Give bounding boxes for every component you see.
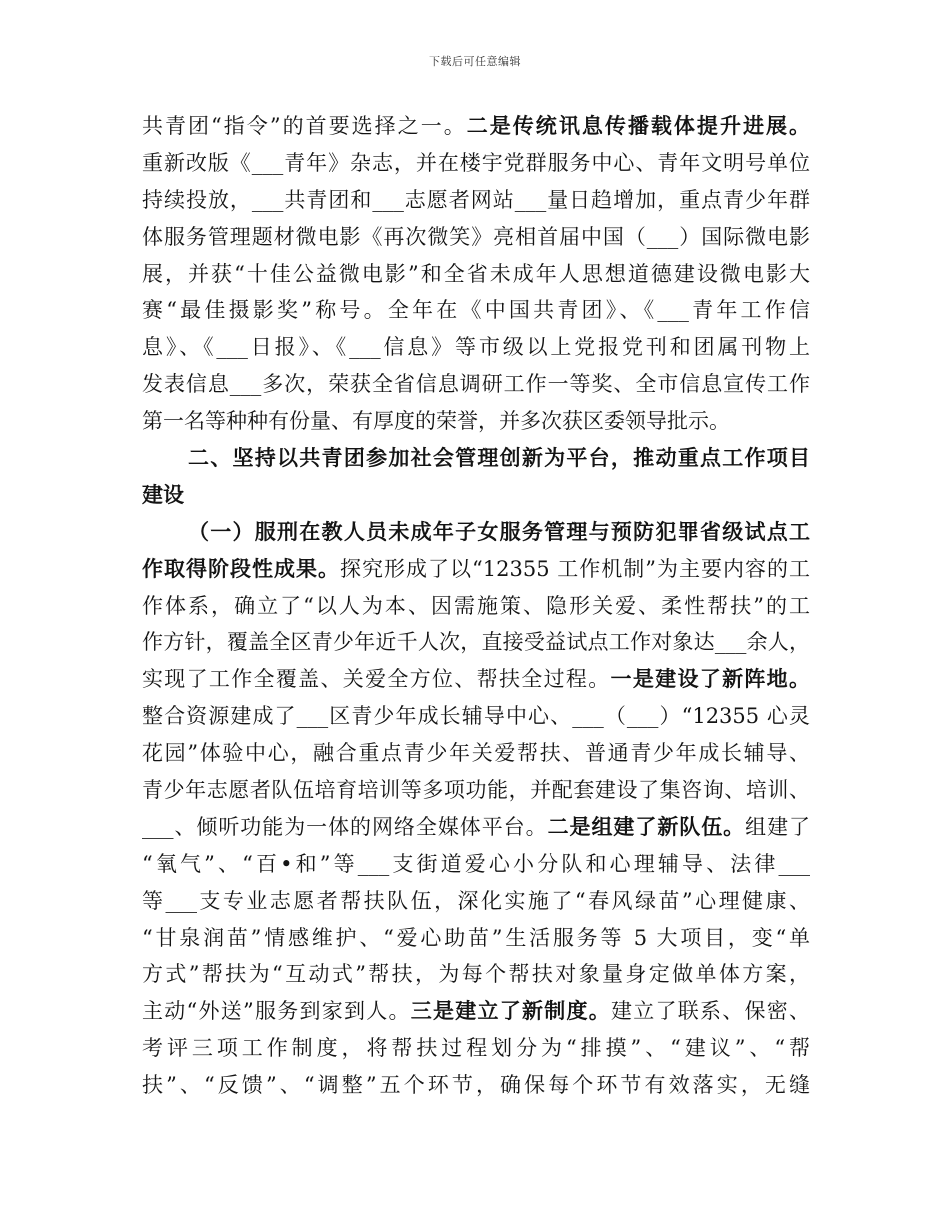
text-segment: 发表信息___多次，荣获全省信息调研工作一等奖、全市信息宣传工作 xyxy=(142,372,810,397)
text-line xyxy=(142,182,810,219)
bold-text-segment: 作取得阶段性成果。 xyxy=(142,555,341,581)
text-segment: 共青团“指令”的首要选择之一。 xyxy=(142,114,467,138)
text-line xyxy=(142,219,810,256)
text-line xyxy=(142,329,810,366)
text-segment: 组建了 xyxy=(745,814,811,839)
text-line xyxy=(142,588,810,625)
text-line xyxy=(142,846,810,883)
text-segment: 整合资源建成了___区青少年成长辅导中心、___（___）“12355 心灵 xyxy=(142,704,810,729)
text-segment: 展，并获“十佳公益微电影”和全省未成年人思想道德建设微电影大 xyxy=(142,261,810,286)
text-segment: 重新改版《___青年》杂志，并在楼宇党群服务中心、青年文明号单位 xyxy=(142,150,810,175)
text-segment: 花园”体验中心，融合重点青少年关爱帮扶、普通青少年成长辅导、 xyxy=(142,741,810,766)
header-note: 下载后可任意编辑 xyxy=(429,55,521,68)
text-line xyxy=(142,551,810,588)
text-segment: “氧气”、“百•和”等___支街道爱心小分队和心理辅导、法律___ xyxy=(142,851,810,876)
section-heading xyxy=(142,440,810,477)
text-segment: 方式”帮扶为“互动式”帮扶，为每个帮扶对象量身定做单体方案， xyxy=(142,962,810,987)
subsection-heading xyxy=(142,514,810,551)
text-line xyxy=(142,145,810,182)
text-segment: 第一名等种种有份量、有厚度的荣誉，并多次获区委领导批示。 xyxy=(142,409,730,434)
text-segment: 考评三项工作制度，将帮扶过程划分为“排摸”、“建议”、“帮 xyxy=(142,1036,810,1061)
subsection-heading-text: （一）服刑在教人员未成年子女服务管理与预防犯罪省级试点工 xyxy=(188,518,810,544)
text-line xyxy=(142,661,810,698)
text-segment: 扶”、“反馈”、“调整”五个环节，确保每个环节有效落实，无缝 xyxy=(142,1073,810,1098)
bold-text-segment: 二是组建了新队伍。 xyxy=(547,813,746,839)
text-line xyxy=(142,698,810,735)
text-segment: 赛“最佳摄影奖”称号。全年在《中国共青团》、《___青年工作信 xyxy=(142,298,810,323)
text-line xyxy=(142,956,810,993)
text-segment: 息》、《___日报》、《___信息》等市级以上党报党刊和团属刊物上 xyxy=(142,335,810,360)
text-line xyxy=(142,256,810,293)
text-line xyxy=(142,920,810,957)
text-line xyxy=(142,403,810,440)
text-segment: 作体系，确立了“以人为本、因需施策、隐形关爱、柔性帮扶”的工 xyxy=(142,593,810,618)
text-line xyxy=(142,1030,810,1067)
text-segment: 青少年志愿者队伍培育培训等多项功能，并配套建设了集咨询、培训、 xyxy=(142,778,810,803)
text-segment: 主动“外送”服务到家到人。 xyxy=(142,999,411,1024)
text-line xyxy=(142,809,810,846)
text-segment: 建立了联系、保密、 xyxy=(611,999,811,1024)
text-line xyxy=(142,366,810,403)
text-line xyxy=(142,772,810,809)
text-segment: ___、倾听功能为一体的网络全媒体平台。 xyxy=(142,814,548,839)
text-line xyxy=(142,883,810,920)
text-line xyxy=(142,993,810,1030)
section-heading-text: 建设 xyxy=(142,481,184,507)
text-line xyxy=(142,1067,810,1104)
text-segment: 探究形成了以“12355 工作机制”为主要内容的工 xyxy=(340,556,810,581)
text-segment: 持续投放，___共青团和___志愿者网站___量日趋增加，重点青少年群 xyxy=(142,187,810,212)
text-segment: 实现了工作全覆盖、关爱全方位、帮扶全过程。 xyxy=(142,667,611,692)
section-heading-continued xyxy=(142,477,810,514)
text-segment: 等___支专业志愿者帮扶队伍，深化实施了“春风绿苗”心理健康、 xyxy=(142,888,810,913)
text-line xyxy=(142,108,810,145)
text-line xyxy=(142,735,810,772)
text-line xyxy=(142,292,810,329)
bold-text-segment: 二是传统讯息传播载体提升进展。 xyxy=(466,113,810,138)
text-segment: 体服务管理题材微电影《再次微笑》亮相首届中国（___）国际微电影 xyxy=(142,224,810,249)
document-body xyxy=(142,108,810,1104)
text-segment: “甘泉润苗”情感维护、“爱心助苗”生活服务等 5 大项目，变“单 xyxy=(142,925,810,950)
text-line xyxy=(142,624,810,661)
bold-text-segment: 三是建立了新制度。 xyxy=(410,998,611,1024)
section-heading-text: 二、坚持以共青团参加社会管理创新为平台，推动重点工作项目 xyxy=(188,445,810,471)
bold-text-segment: 一是建设了新阵地。 xyxy=(610,666,810,692)
text-segment: 作方针，覆盖全区青少年近千人次，直接受益试点工作对象达___余人， xyxy=(142,630,810,655)
